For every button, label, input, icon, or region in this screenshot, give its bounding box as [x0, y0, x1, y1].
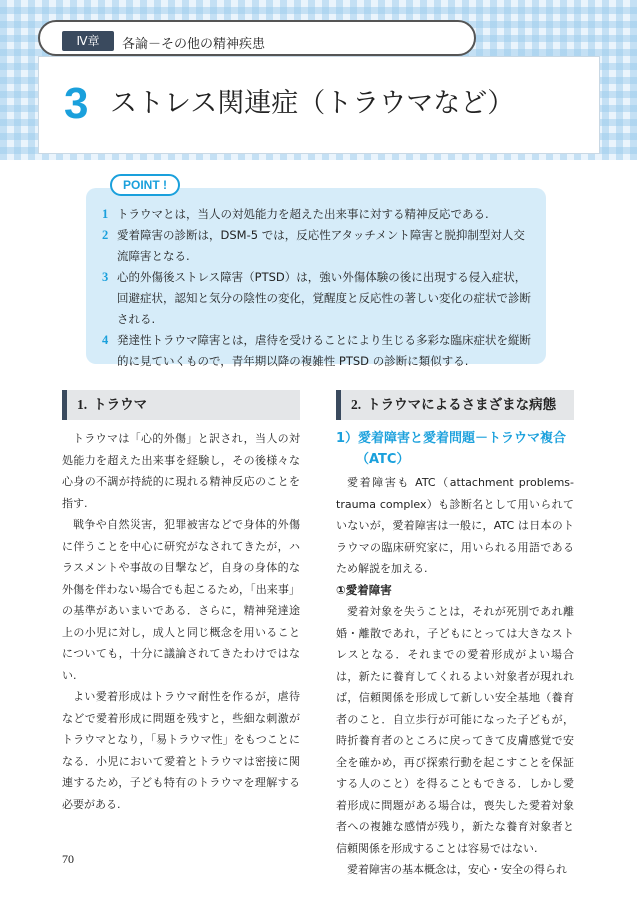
- chapter-number-badge: Ⅳ章: [62, 31, 114, 51]
- heading-text: トラウマによるさまざまな病態: [367, 397, 557, 413]
- page-number: 70: [62, 852, 74, 866]
- left-column: [62, 390, 300, 815]
- section-number: 3: [64, 79, 89, 128]
- point-item-number: 1: [102, 207, 109, 221]
- subsection-heading-atc: [336, 428, 574, 470]
- right-column: [336, 390, 574, 881]
- subheading-line: 1）愛着障害と愛着問題－トラウマ複合: [336, 431, 567, 446]
- paragraph: 愛着障害の基本概念は，安心・安全の得られ: [347, 863, 567, 876]
- left-body: [62, 428, 300, 815]
- heading-text: トラウマ: [93, 397, 148, 413]
- point-item: [102, 225, 534, 267]
- chapter-title: 各論－その他の精神疾患: [122, 37, 266, 52]
- heading-number: 1.: [77, 397, 88, 412]
- paragraph: 愛着対象を失うことは，それが死別であれ離婚・離散であれ，子どもにとっては大きなストレスとなる．それまでの愛着形成がよい場合は，新たに養育してくれるよい対象者が現れれば，信頼関係を形成して新しい安全基地（養育者のこと．自立歩行が可能になった子どもが，時折養育者のところに戻ってきて皮膚感覚で安全を確かめ，再び探索行動を起こすことを保証する人のこと）を得ることもできる．しかし愛着形成に問題がある場合は，喪失した愛着対象者への複雑な感情が残り，新たな養育対象者と信頼関係を形成することは容易ではない.: [336, 605, 574, 855]
- section-title: ストレス関連症（トラウマなど）: [110, 88, 515, 119]
- paragraph: 愛着障害も ATC（attachment problems-trauma complex）も診断名として用いられていないが，愛着障害は一般に，ATC は日本のトラウマの臨床研究家に，用いられる用語であるため解説を加える.: [336, 476, 574, 575]
- point-item: [102, 330, 534, 372]
- point-item: [102, 267, 534, 330]
- heading-number: 2.: [351, 397, 362, 412]
- point-item-text: 発達性トラウマ障害とは，虐待を受けることにより生じる多彩な臨床症状を縦断的に見ていくもので，青年期以降の複雑性 PTSD の診断に類似する.: [117, 333, 531, 368]
- point-item: [102, 204, 534, 225]
- paragraph: 戦争や自然災害，犯罪被害などで身体的外傷に伴うことを中心に研究がなされてきたが，ハラスメントや事故の目撃など，自身の身体的な外傷を伴わない場合でも起こるため，「出来事」の基準があいまいである．さらに，精神発達途上の小児に対し，成人と同じ概念を用いることについても，十分に議論されてきたわけではない.: [62, 518, 300, 682]
- point-label: POINT !: [110, 174, 180, 196]
- point-item-text: 心的外傷後ストレス障害（PTSD）は，強い外傷体験の後に出現する侵入症状，回避症状，認知と気分の陰性の変化，覚醒度と反応性の著しい変化の症状で診断される.: [117, 270, 531, 326]
- section-heading-conditions: [336, 390, 574, 420]
- point-list: [102, 204, 534, 372]
- subheading-line: （ATC）: [356, 452, 410, 467]
- section-heading-trauma: [62, 390, 300, 420]
- point-item-number: 2: [102, 228, 109, 242]
- point-item-text: トラウマとは，当人の対処能力を超えた出来事に対する精神反応である.: [117, 207, 489, 221]
- point-item-number: 3: [102, 270, 109, 284]
- mini-heading-attachment-disorder: ①愛着障害: [336, 582, 392, 597]
- right-body: [336, 472, 574, 881]
- paragraph: よい愛着形成はトラウマ耐性を作るが，虐待などで愛着形成に問題を残すと，些細な刺激がトラウマとなり，「易トラウマ性」をもつことになる．小児において愛着とトラウマは密接に関連するため，子ども特有のトラウマを理解する必要がある.: [62, 690, 300, 811]
- point-item-number: 4: [102, 333, 109, 347]
- paragraph: トラウマは「心的外傷」と訳され，当人の対処能力を超えた出来事を経験し，その後様々な心身の不調が持続的に現れる精神反応のことを指す.: [62, 432, 300, 510]
- point-item-text: 愛着障害の診断は，DSM-5 では，反応性アタッチメント障害と脱抑制型対人交流障害となる.: [117, 228, 525, 263]
